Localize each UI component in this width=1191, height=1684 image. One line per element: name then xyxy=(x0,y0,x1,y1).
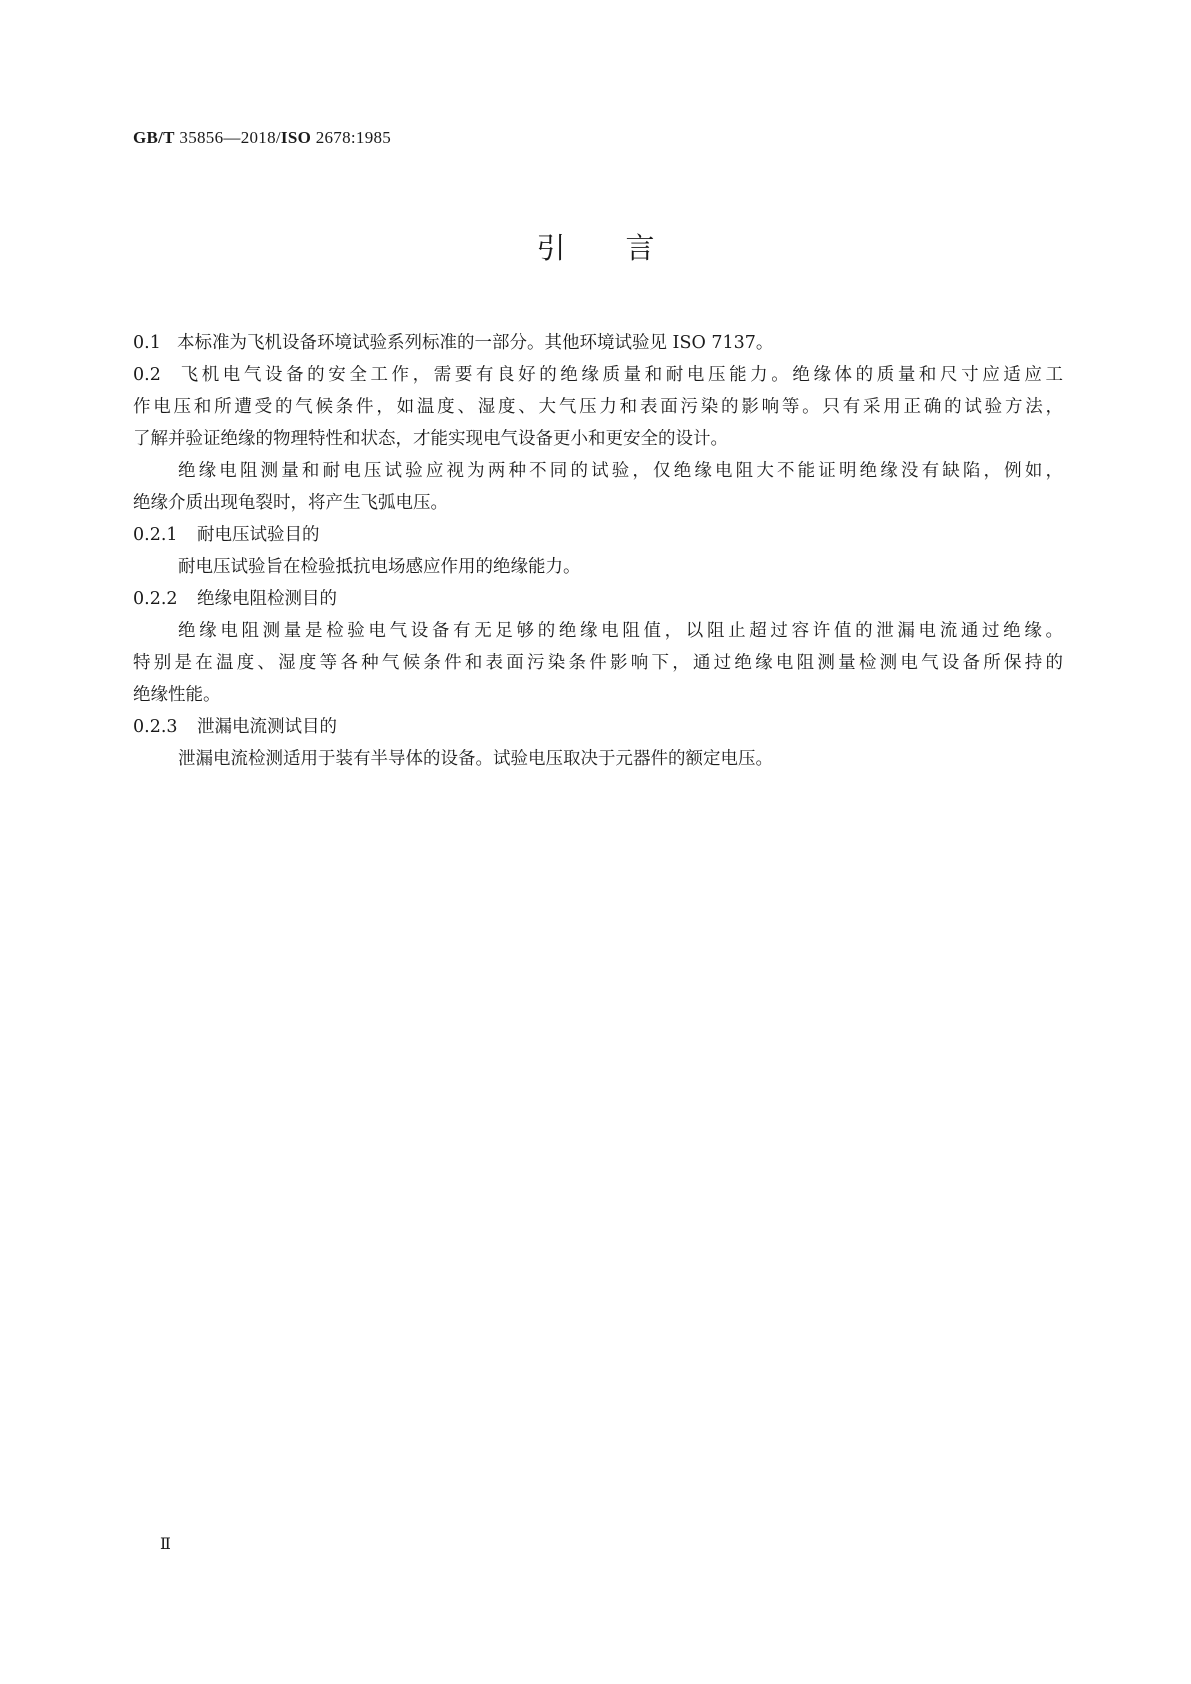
title-char-1: 引 xyxy=(536,231,566,265)
clause-0-2-line-2: 作电压和所遭受的气候条件，如温度、湿度、大气压力和表面污染的影响等。只有采用正确的试验方法， xyxy=(133,397,1063,417)
clause-heading: 泄漏电流测试目的 xyxy=(197,717,337,737)
page-number: Ⅱ xyxy=(160,1536,171,1553)
standard-number: 35856—2018/ xyxy=(179,128,281,147)
paragraph-line: 绝缘性能。 xyxy=(133,685,221,705)
document-body xyxy=(133,327,1063,775)
paragraph-line: 绝缘电阻测量是检验电气设备有无足够的绝缘电阻值，以阻止超过容许值的泄漏电流通过绝缘。 xyxy=(178,621,1063,641)
clause-heading: 绝缘电阻检测目的 xyxy=(197,589,337,609)
iso-prefix: ISO xyxy=(280,128,312,147)
clause-number: 0.2.3 xyxy=(133,717,178,737)
clause-0-2-3-heading xyxy=(133,711,1063,743)
title-char-2: 言 xyxy=(625,231,655,265)
clause-text: 本标准为飞机设备环境试验系列标准的一部分。其他环境试验见 ISO 7137。 xyxy=(177,333,774,353)
clause-0-2-1-heading xyxy=(133,519,1063,551)
clause-number: 0.1 xyxy=(133,333,161,353)
paragraph-line: 绝缘电阻测量和耐电压试验应视为两种不同的试验，仅绝缘电阻大不能证明绝缘没有缺陷，例如， xyxy=(178,461,1063,481)
paragraph-line: 特别是在温度、湿度等各种气候条件和表面污染条件影响下，通过绝缘电阻测量检测电气设备所保持的 xyxy=(133,653,1063,673)
clause-number: 0.2.1 xyxy=(133,525,178,545)
clause-0-2-line-3: 了解并验证绝缘的物理特性和状态，才能实现电气设备更小和更安全的设计。 xyxy=(133,429,728,449)
paragraph-line: 耐电压试验旨在检验抵抗电场感应作用的绝缘能力。 xyxy=(178,557,581,577)
page-title xyxy=(0,226,1191,267)
standard-prefix: GB/T xyxy=(133,128,175,147)
clause-0-1 xyxy=(133,327,1063,359)
paragraph-line: 泄漏电流检测适用于装有半导体的设备。试验电压取决于元器件的额定电压。 xyxy=(178,749,773,769)
clause-0-2-2-heading xyxy=(133,583,1063,615)
standard-code-header xyxy=(133,128,391,148)
clause-number: 0.2.2 xyxy=(133,589,178,609)
paragraph-line: 绝缘介质出现龟裂时，将产生飞弧电压。 xyxy=(133,493,448,513)
clause-0-2-line-1 xyxy=(133,359,1063,391)
clause-heading: 耐电压试验目的 xyxy=(197,525,320,545)
clause-number: 0.2 xyxy=(133,365,161,385)
iso-number: 2678:1985 xyxy=(315,128,392,147)
clause-text: 飞机电气设备的安全工作，需要有良好的绝缘质量和耐电压能力。绝缘体的质量和尺寸应适应工 xyxy=(177,365,1063,385)
